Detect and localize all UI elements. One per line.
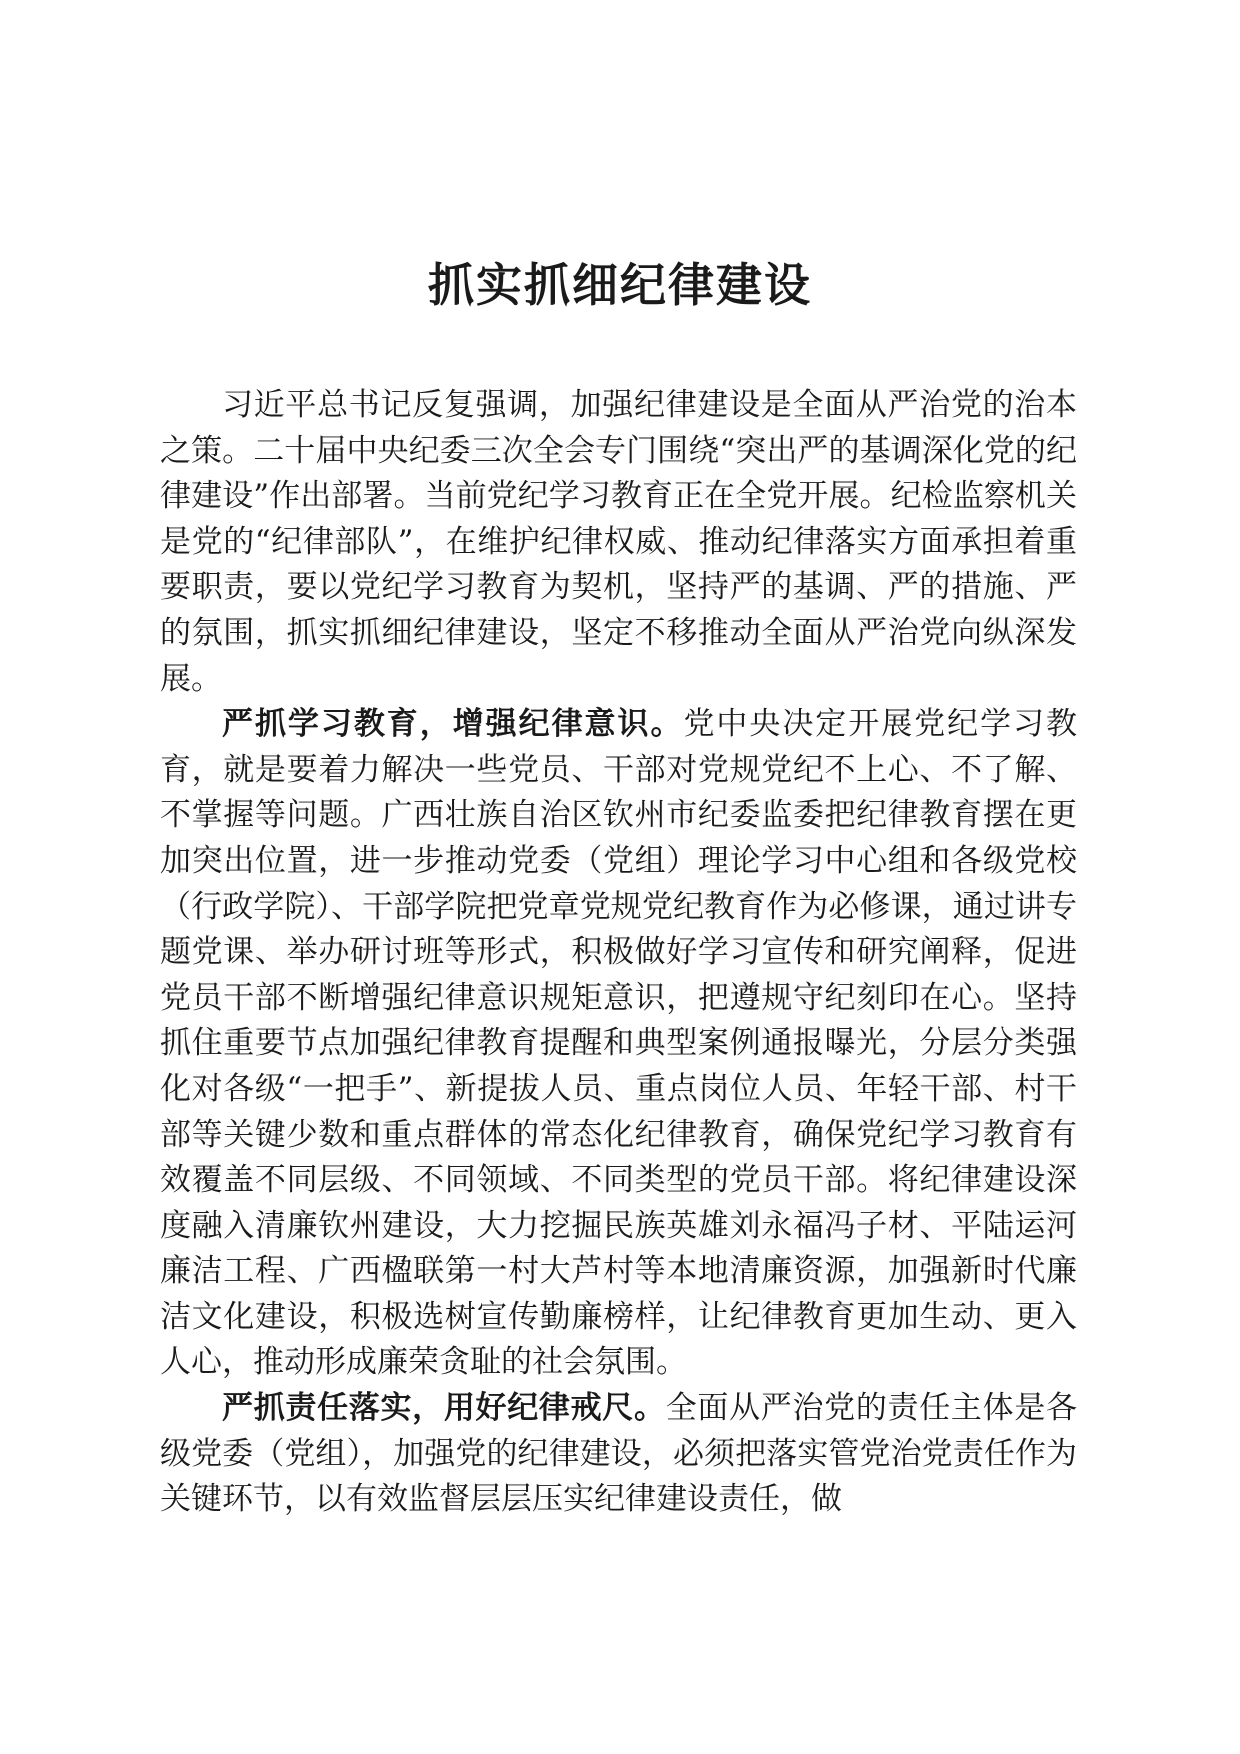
paragraph-responsibility-lead: 严抓责任落实，用好纪律戒尺。 bbox=[222, 1390, 666, 1427]
paragraph-study-education-lead: 严抓学习教育，增强纪律意识。 bbox=[222, 706, 684, 743]
paragraph-intro-text: 习近平总书记反复强调，加强纪律建设是全面从严治党的治本之策。二十届中央纪委三次全会专门围绕“突出严的基调深化党的纪律建设”作出部署。当前党纪学习教育正在全党开展。纪检监察机关是党的“纪律部队”，在维护纪律权威、推动纪律落实方面承担着重要职责，要以党纪学习教育为契机，坚持严的基调、严的措施、严的氛围，抓实抓细纪律建设，坚定不移推动全面从严治党向纵深发展。 bbox=[160, 387, 1077, 697]
document-title: 抓实抓细纪律建设 bbox=[428, 258, 812, 312]
document-body bbox=[160, 383, 1077, 1523]
paragraph-study-education-text: 党中央决定开展党纪学习教育，就是要着力解决一些党员、干部对党规党纪不上心、不了解、不掌握等问题。广西壮族自治区钦州市纪委监委把纪律教育摆在更加突出位置，进一步推动党委（党组）理论学习中心组和各级党校（行政学院）、干部学院把党章党规党纪教育作为必修课，通过讲专题党课、举办研讨班等形式，积极做好学习宣传和研究阐释，促进党员干部不断增强纪律意识规矩意识，把遵规守纪刻印在心。坚持抓住重要节点加强纪律教育提醒和典型案例通报曝光，分层分类强化对各级“一把手”、新提拔人员、重点岗位人员、年轻干部、村干部等关键少数和重点群体的常态化纪律教育，确保党纪学习教育有效覆盖不同层级、不同领域、不同类型的党员干部。将纪律建设深度融入清廉钦州建设，大力挖掘民族英雄刘永福冯子材、平陆运河廉洁工程、广西楹联第一村大芦村等本地清廉资源，加强新时代廉洁文化建设，积极选树宣传勤廉榜样，让纪律教育更加生动、更入人心，推动形成廉荣贪耻的社会氛围。 bbox=[160, 706, 1078, 1381]
paragraph-responsibility bbox=[160, 1386, 1077, 1523]
paragraph-study-education bbox=[160, 702, 1077, 1386]
paragraph-intro bbox=[160, 383, 1077, 702]
paragraph-responsibility-text: 全面从严治党的责任主体是各级党委（党组），加强党的纪律建设，必须把落实管党治党责任作为关键环节，以有效监督层层压实纪律建设责任，做 bbox=[160, 1390, 1078, 1518]
